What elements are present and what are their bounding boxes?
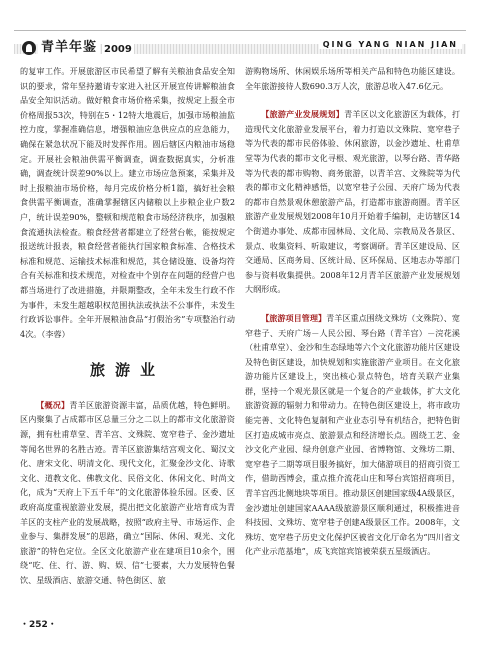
tourism-project-paragraph (245, 311, 460, 559)
logo-emblem-icon (22, 41, 36, 55)
tourism-plan-paragraph (245, 107, 460, 297)
left-column (20, 64, 235, 588)
yearbook-title: 青羊年鉴 (38, 36, 100, 55)
page-number: ・252・ (20, 620, 57, 630)
tourism-overview-paragraph (20, 398, 235, 588)
overview-label: 【概况】 (36, 399, 70, 410)
mgmt-text: 青羊区重点围绕文殊坊（文殊院）、宽窄巷子、天府广场－人民公园、琴台路（青羊宫）－浣花溪（杜甫草堂）、金沙和生态绿地等六个文化旅游功能片区建设及特色街区建设，加快规划和实施旅游产业项目。在文化旅游功能片区建设上，突出核心景点特色，培育关联产业集群，坚持一个观光景区就是一个复合的产业载体，扩大文化旅游资源的辐射力和带动力。在特色街区建设上，将市政功能完善、文化特色复制和产业业态引导有机结合，把特色街区打造成城市亮点、旅游景点和经济增长点。圆绕工艺、金沙文化产业园、绿舟创意产业园、省博物馆、文殊坊二期、宽窄巷子二期等项目服务搞好，加大储游项目的招商引资工作，借助西博会，重点推介流花山庄和琴台宾馆招商项目，青羊宫西北侧地块等项目。推动景区创建国家级4A级景区，金沙遗址创建国家AAAA级旅游景区顺利通过，积极推进音科技园、文殊坊、宽窄巷子创建A级景区工作。2008年，文殊坊、宽窄巷子历史文化保护区被省文化厅命名为“四川省文化产业示范基地”，成飞宾馆宾馆被荣获五星级酒店。 (245, 312, 460, 557)
grain-supervision-paragraph: 的复审工作。开展旅游区市民希望了解有关粮油食品安全知识的要求，常年坚持邀请专家进入社区开展宣传讲解粮油食品安全知识活动。做好粮食市场价格采集，按规定上报全市价格周报53次，特别在5・12特大地震后，加强市场粮油监控力度，掌握准确信息，增强粮油应急供应点的应急能力，确保在紧急状况下能及时发挥作用。圆后辖区内粮油市场稳定。开展社会粮油供需平衡调查，调查数据真实，分析准确，调查统计误差90%以上。建立市场应急预案，采集并及时上报粮油市场价格，每月完成价格分析1篇，搞好社会粮食供需平衡调查，准确掌握辖区内储粮以上步粮企业户数2户，统计误差90%，整顿和规范粮食市场经济秩序，加强粮食流通执法检查。粮食经营者都建立了经营台帐，能按规定报送统计报表，粮食经营者能执行国家粮食标准、合格技术标准和规范、运输技术标准和规范，其仓储设施、设备均符合有关标准和技术规范，对检查中个别存在问题的经营户也都当场进行了改进措施，并限期整改，全年未发生行政不作为事件，未发生超越职权范围执法或执法不公事件，未发生行政诉讼事件。全年开展粮油食品“打假治劣”专项整治行动4次。（李蓉） (20, 66, 235, 339)
section-title-tourism: 旅游业 (89, 361, 165, 380)
overview-text: 青羊区旅游资源丰富，品质优越，特色鲜明。区内聚集了占成都市区总量三分之二以上的都市文化旅游资源，拥有杜甫草堂、青羊宫、文殊院、宽窄巷子、金沙遗址等闻名世界的名胜古迹。青羊区旅游集结宫观文化、蜀汉文化、唐宋文化、明清文化、现代文化，汇聚金沙文化、诗歌文化、道教文化、佛教文化、民俗文化、休闲文化、时尚文化，成为“天府上下五千年”的文化旅游体验乐园。区委、区政府高度重视旅游业发展，提出把文化旅游产业培育成为青羊区的支柱产业的发展战略，按照“政府主导、市场运作、企业参与、集群发展”的思路，确立“国际、休闲、观光、文化旅游”的特色定位。全区文化旅游产业在建项目10余个，围绕“吃、住、行、游、购、娱、信”七要素，大力发展特色餐饮、星级酒店、旅游交通、特色街区、旅 (20, 399, 235, 585)
plan-label: 【旅游产业发展规划】 (261, 109, 345, 120)
yearbook-logo (22, 36, 134, 55)
header-rule (14, 30, 466, 31)
tourism-revenue-paragraph: 游购物场所、休闲娱乐场所等相关产品和特色功能区建设。全年旅游接待人数690.3万人次，旅游总收入47.6亿元。 (245, 66, 460, 91)
right-column (245, 64, 460, 559)
page-header (0, 0, 480, 58)
yearbook-pinyin: QING YANG NIAN JIAN (319, 40, 462, 49)
yearbook-year: 2009 (104, 44, 132, 55)
mgmt-label: 【旅游项目管理】 (261, 312, 327, 323)
plan-text: 青羊区以文化旅游区为载体，打造现代文化旅游业发展平台，着力打造以文殊院、宽窄巷子等为代表的都市民俗体验、休闲旅游，以金沙遗址、杜甫草堂等为代表的都市文化寻根、观光旅游，以琴台路、青华路等为代表的都市购物、商务旅游，以青羊宫、文殊院等为代表的都市文化精神感悟，以宽窄巷子公园、天府广场为代表的都市自然景观休憩旅游产品，打造都市旅游商圈。青羊区旅游产业发展规划2008年10月开始着手编制，走访辖区14个街道办事处、成都市园林局、文化局、宗教局及各景区、景点、收集资料、听取建议，考察调研。青羊区建设局、区交通局、区商务局、区统计局、区环保局、区地志办等部门参与资料收集提供。2008年12月青羊区旅游产业发展规划大纲形成。 (245, 109, 460, 295)
